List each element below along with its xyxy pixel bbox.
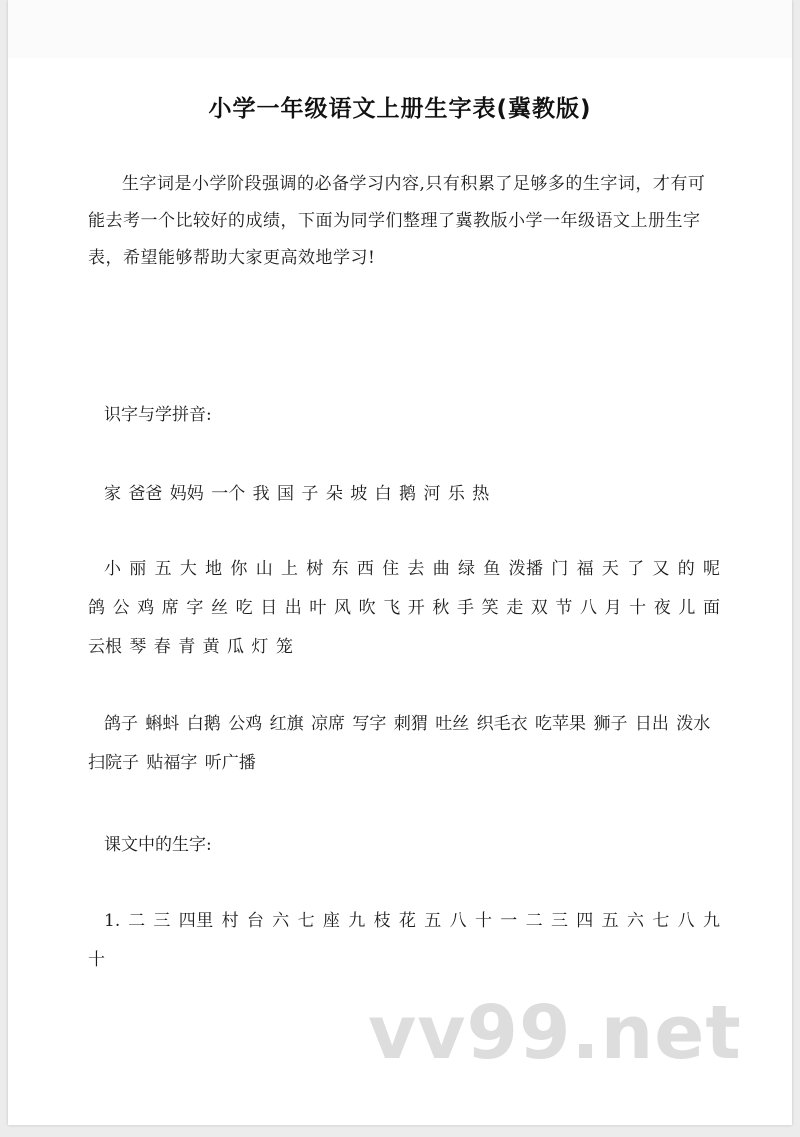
document-page	[8, 0, 792, 1125]
section-label-literacy: 识字与学拼音:	[104, 405, 212, 425]
document-title: 小学一年级语文上册生字表(冀教版)	[208, 96, 592, 122]
char-group-basic: 家 爸爸 妈妈 一个 我 国 子 朵 坡 白 鹅 河 乐 热	[104, 484, 490, 504]
intro-paragraph: 生字词是小学阶段强调的必备学习内容,只有积累了足够多的生字词，才有可能去考一个比较好的成绩，下面为同学们整理了冀教版小学一年级语文上册生字表，希望能够帮助大家更高效地学习!	[88, 174, 706, 268]
lesson-char-group: 1. 二 三 四里 村 台 六 七 座 九 枝 花 五 八 十 一 二 三 四 五 六 七 八 九 十	[88, 911, 720, 970]
char-group-main: 小 丽 五 大 地 你 山 上 树 东 西 住 去 曲 绿 鱼 泼播 门 福 天 了 又 的 呢 鸽 公 鸡 席 字 丝 吃 日 出 叶 风 吹 飞 开 秋 手 笑 走 双 节 八 月 十 夜 儿 面 云根 琴 春 青 黄 瓜 灯 笼	[88, 559, 720, 657]
watermark: vv99.net	[368, 990, 742, 1076]
page-header-strip	[8, 0, 792, 58]
word-group: 鸽子 蝌蚪 白鹅 公鸡 红旗 凉席 写字 刺猬 吐丝 织毛衣 吃苹果 狮子 日出 泼水 扫院子 贴福字 听广播	[88, 714, 711, 773]
section-label-lessons: 课文中的生字:	[104, 835, 212, 855]
